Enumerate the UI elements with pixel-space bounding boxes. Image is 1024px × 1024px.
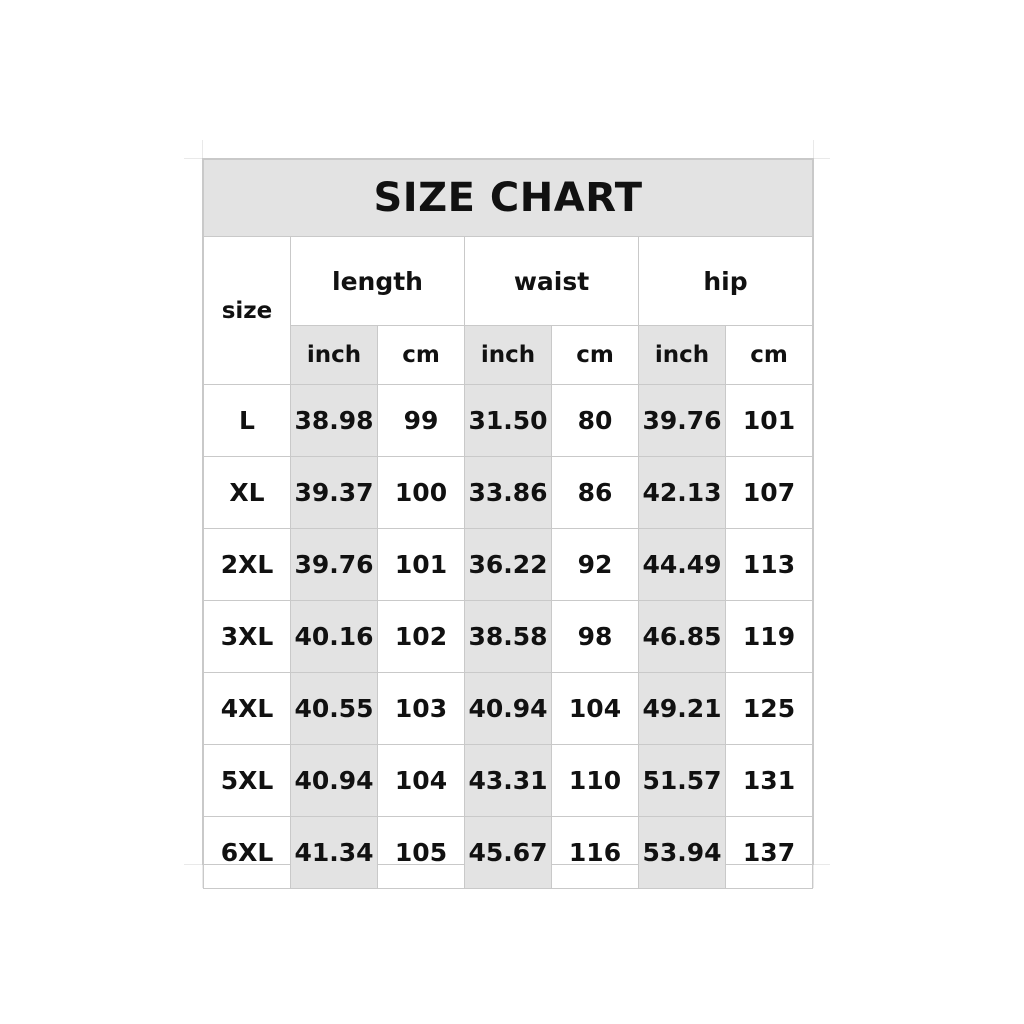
cell-length-cm: 101 (378, 529, 465, 601)
cell-length-inch: 38.98 (291, 385, 378, 457)
column-group-length: length (291, 237, 465, 326)
unit-header-hip-inch: inch (639, 326, 726, 385)
cell-waist-cm: 110 (552, 745, 639, 817)
size-chart-table (203, 159, 813, 889)
table-row (204, 529, 813, 601)
cell-length-inch: 40.16 (291, 601, 378, 673)
unit-header-hip-cm: cm (726, 326, 813, 385)
column-header-size: size (204, 237, 291, 385)
cell-length-cm: 99 (378, 385, 465, 457)
column-group-waist: waist (465, 237, 639, 326)
row-size-label: 6XL (204, 817, 291, 889)
cell-hip-cm: 137 (726, 817, 813, 889)
cell-hip-inch: 53.94 (639, 817, 726, 889)
chart-title: SIZE CHART (204, 160, 813, 237)
cell-length-cm: 100 (378, 457, 465, 529)
size-chart-table-container (202, 158, 814, 865)
row-size-label: XL (204, 457, 291, 529)
cell-hip-inch: 44.49 (639, 529, 726, 601)
cell-length-inch: 41.34 (291, 817, 378, 889)
cell-length-cm: 104 (378, 745, 465, 817)
cell-length-inch: 39.37 (291, 457, 378, 529)
cell-hip-cm: 119 (726, 601, 813, 673)
table-row (204, 817, 813, 889)
row-size-label: 4XL (204, 673, 291, 745)
table-row (204, 457, 813, 529)
cell-waist-inch: 38.58 (465, 601, 552, 673)
table-group-header-row (204, 237, 813, 326)
cell-waist-cm: 80 (552, 385, 639, 457)
column-group-hip: hip (639, 237, 813, 326)
cell-hip-inch: 46.85 (639, 601, 726, 673)
cell-waist-cm: 116 (552, 817, 639, 889)
cell-waist-inch: 40.94 (465, 673, 552, 745)
cell-length-cm: 103 (378, 673, 465, 745)
row-size-label: 3XL (204, 601, 291, 673)
cell-hip-cm: 125 (726, 673, 813, 745)
unit-header-length-inch: inch (291, 326, 378, 385)
cell-hip-cm: 101 (726, 385, 813, 457)
cell-waist-cm: 86 (552, 457, 639, 529)
cell-waist-cm: 98 (552, 601, 639, 673)
table-title-row (204, 160, 813, 237)
table-unit-header-row (204, 326, 813, 385)
crop-mark-bottom-right-v (813, 864, 814, 888)
cell-hip-inch: 39.76 (639, 385, 726, 457)
table-row (204, 745, 813, 817)
unit-header-length-cm: cm (378, 326, 465, 385)
cell-length-inch: 40.55 (291, 673, 378, 745)
cell-hip-inch: 49.21 (639, 673, 726, 745)
cell-length-inch: 39.76 (291, 529, 378, 601)
cell-waist-cm: 92 (552, 529, 639, 601)
cell-hip-inch: 51.57 (639, 745, 726, 817)
cell-waist-inch: 31.50 (465, 385, 552, 457)
unit-header-waist-inch: inch (465, 326, 552, 385)
row-size-label: 5XL (204, 745, 291, 817)
row-size-label: L (204, 385, 291, 457)
cell-waist-cm: 104 (552, 673, 639, 745)
cell-length-cm: 105 (378, 817, 465, 889)
cell-waist-inch: 43.31 (465, 745, 552, 817)
cell-waist-inch: 36.22 (465, 529, 552, 601)
table-row (204, 601, 813, 673)
cell-hip-inch: 42.13 (639, 457, 726, 529)
cell-hip-cm: 131 (726, 745, 813, 817)
cell-waist-inch: 45.67 (465, 817, 552, 889)
row-size-label: 2XL (204, 529, 291, 601)
cell-waist-inch: 33.86 (465, 457, 552, 529)
table-row (204, 673, 813, 745)
unit-header-waist-cm: cm (552, 326, 639, 385)
cell-length-cm: 102 (378, 601, 465, 673)
table-row (204, 385, 813, 457)
cell-hip-cm: 107 (726, 457, 813, 529)
cell-length-inch: 40.94 (291, 745, 378, 817)
cell-hip-cm: 113 (726, 529, 813, 601)
